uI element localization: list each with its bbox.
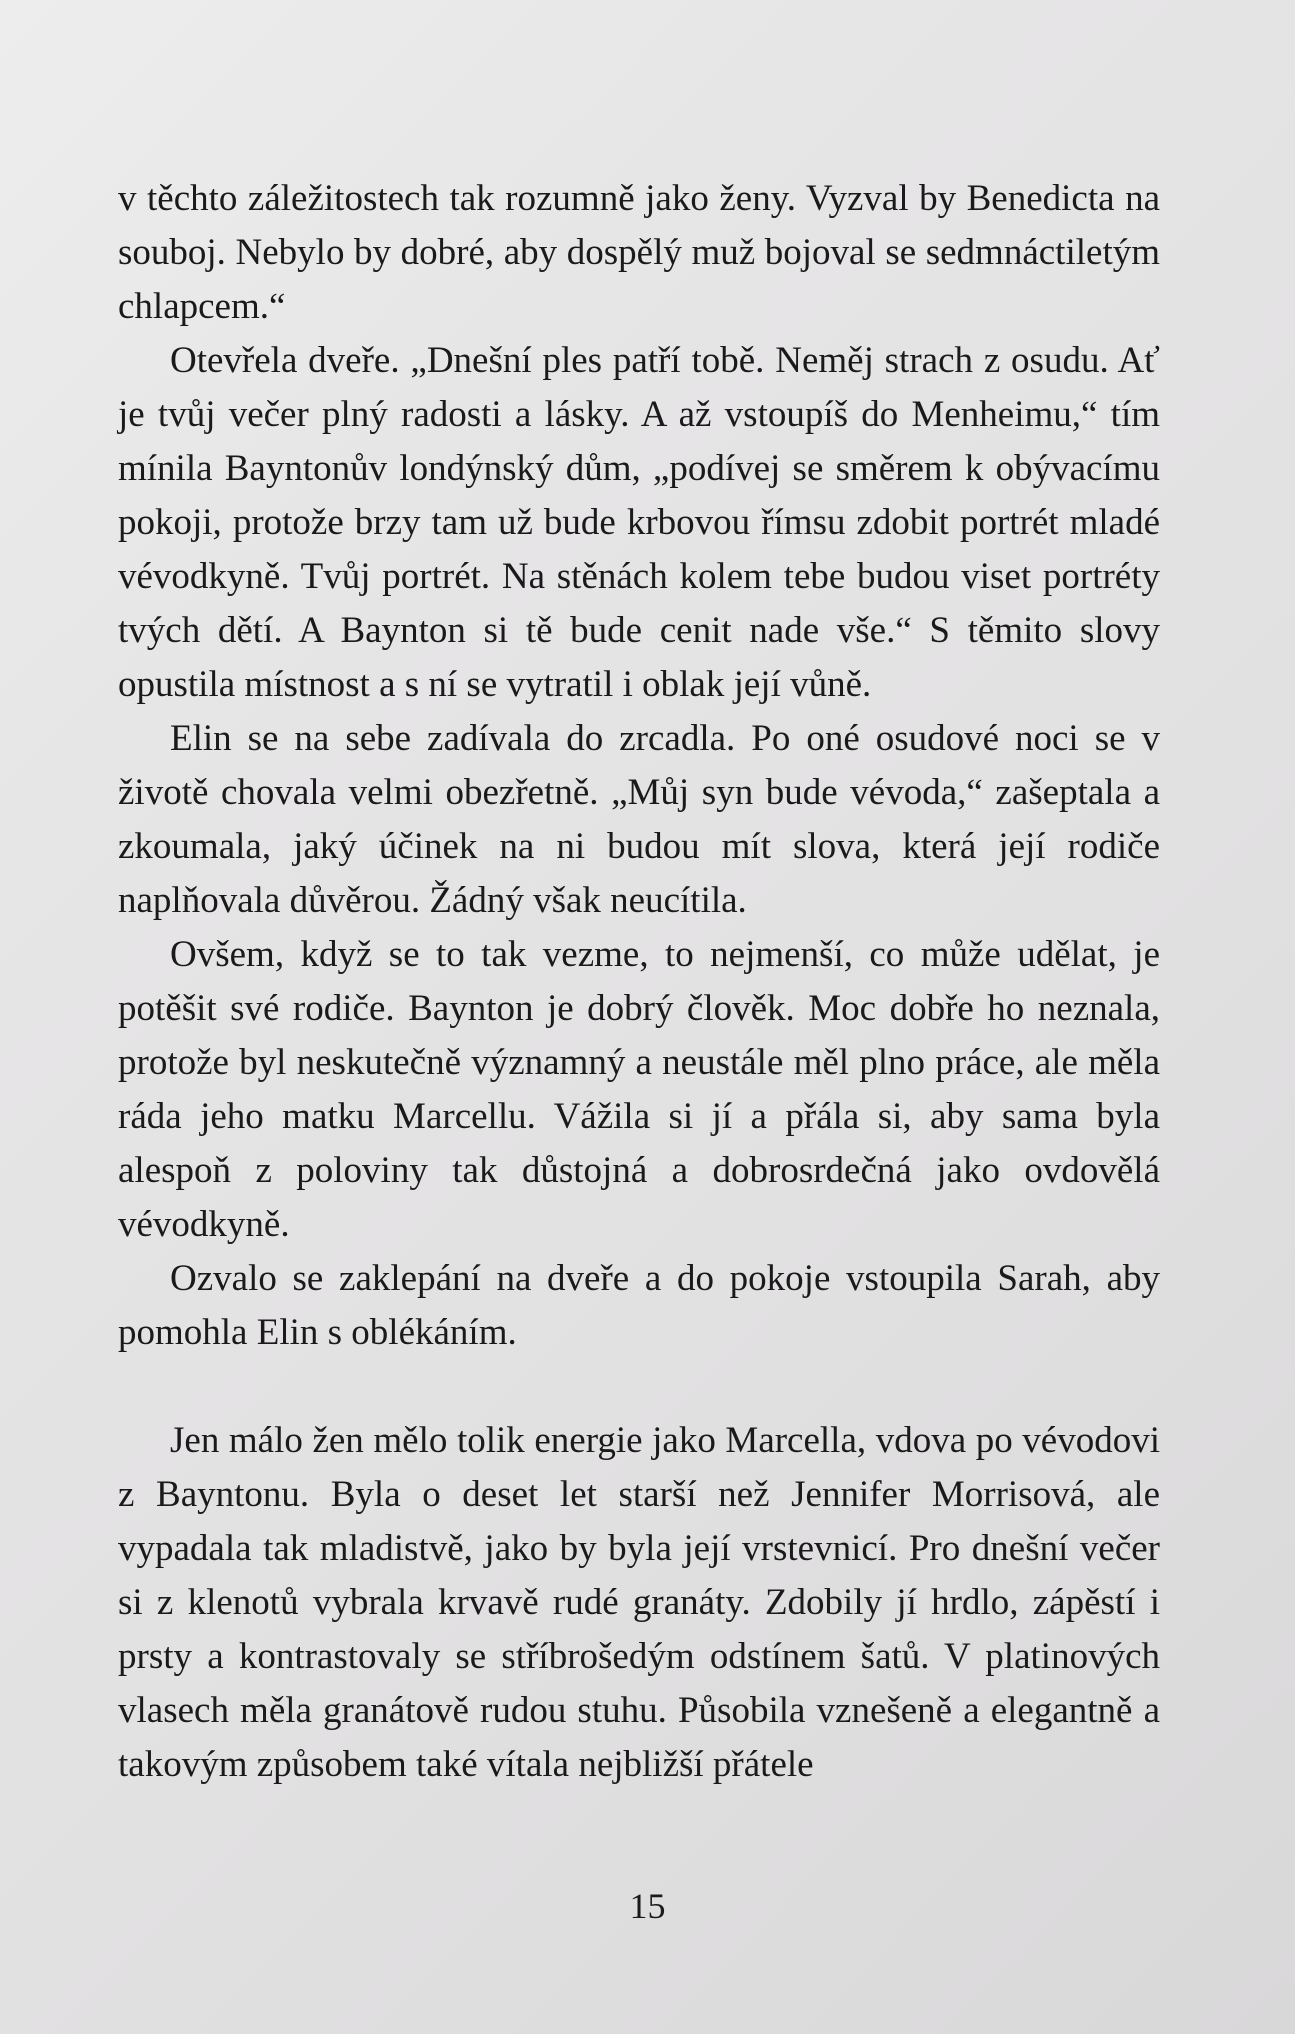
- page-number: 15: [629, 1886, 666, 1926]
- section-break: [118, 1360, 1160, 1414]
- paragraph: Otevřela dveře. „Dnešní ples patří tobě. Neměj strach z osudu. Ať je tvůj večer plný radosti a lásky. A až vstoupíš do Menheimu,“ tím mínila Bayntonův londýnský dům, „podívej se směrem k obývacímu pokoji, protože brzy tam už bude krbovou římsu zdobit portrét mladé vévodkyně. Tvůj portrét. Na stěnách kolem tebe budou viset portréty tvých dětí. A Baynton si tě bude cenit nade vše.“ S těmito slovy opustila místnost a s ní se vytratil i oblak její vůně.: [118, 340, 1160, 705]
- paragraph: Ovšem, když se to tak vezme, to nejmenší, co může udělat, je potěšit své rodiče. Baynton je dobrý člověk. Moc dobře ho neznala, protože byl neskutečně významný a neustále měl plno práce, ale měla ráda jeho matku Marcellu. Vážila si jí a přála si, aby sama byla alespoň z poloviny tak důstojná a dobrosrdečná jako ovdovělá vévodkyně.: [118, 934, 1160, 1245]
- body-text: [118, 172, 1160, 1792]
- paragraph: v těchto záležitostech tak rozumně jako ženy. Vyzval by Benedicta na souboj. Nebylo by dobré, aby dospělý muž bojoval se sedmnáctiletým chlapcem.“: [118, 178, 1160, 327]
- paragraph: Elin se na sebe zadívala do zrcadla. Po oné osudové noci se v životě chovala velmi obezřetně. „Můj syn bude vévoda,“ zašeptala a zkoumala, jaký účinek na ni budou mít slova, která její rodiče naplňovala důvěrou. Žádný však neucítila.: [118, 718, 1160, 921]
- paragraph: Jen málo žen mělo tolik energie jako Marcella, vdova po vévodovi z Bayntonu. Byla o deset let starší než Jennifer Morrisová, ale vypadala tak mladistvě, jako by byla její vrstevnicí. Pro dnešní večer si z klenotů vybrala krvavě rudé granáty. Zdobily jí hrdlo, zápěstí i prsty a kontrastovaly se stříbrošedým odstínem šatů. V platinových vlasech měla granátově rudou stuhu. Působila vznešeně a elegantně a takovým způsobem také vítala nejbližší přátele: [118, 1420, 1160, 1785]
- paragraph: Ozvalo se zaklepání na dveře a do pokoje vstoupila Sarah, aby pomohla Elin s oblékáním.: [118, 1258, 1160, 1353]
